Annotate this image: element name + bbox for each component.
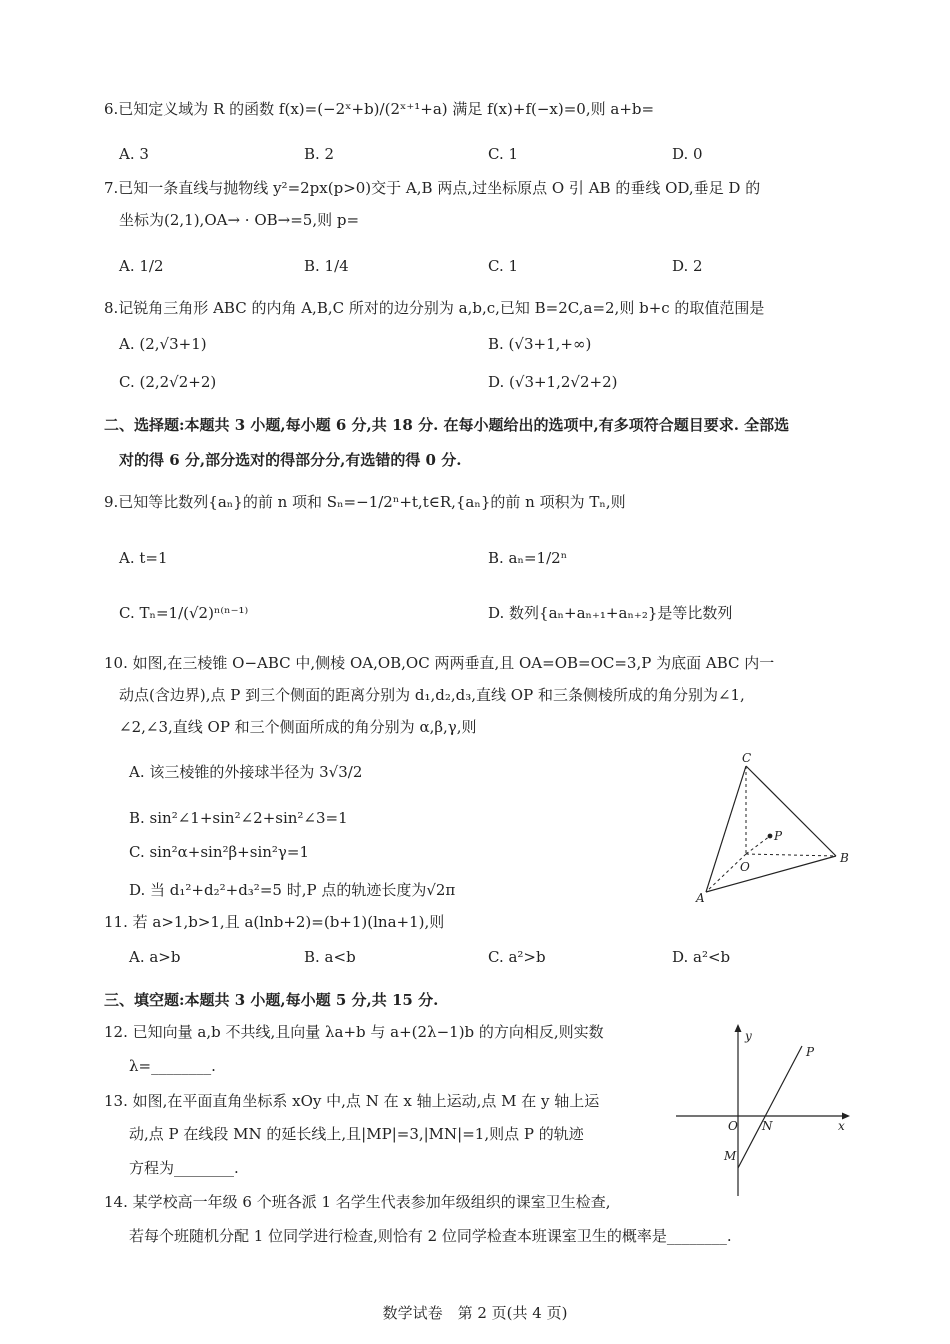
q9-stem: 9.已知等比数列{aₙ}的前 n 项和 Sₙ=−1/2ⁿ+t,t∈R,{aₙ}的前 n 项积为 Tₙ,则 xyxy=(104,493,626,511)
edge-ob xyxy=(746,854,836,856)
q7-option-a: A. 1/2 xyxy=(119,257,164,275)
q13-line2: 动,点 P 在线段 MN 的延长线上,且|MP|=3,|MN|=1,则点 P 的轨迹 xyxy=(129,1125,584,1143)
q10-option-d: D. 当 d₁²+d₂²+d₃²=5 时,P 点的轨迹长度为√2π xyxy=(129,881,456,899)
q8-option-a: A. (2,√3+1) xyxy=(119,335,207,353)
line-mp xyxy=(738,1046,802,1168)
y-axis-arrow xyxy=(735,1024,742,1032)
section3-title: 三、填空题:本题共 3 小题,每小题 5 分,共 15 分. xyxy=(104,991,439,1009)
q6-option-a: A. 3 xyxy=(119,145,149,163)
page-footer: 数学试卷 第 2 页(共 4 页) xyxy=(382,1304,568,1322)
coordinate-figure xyxy=(670,1018,860,1202)
label-p: P xyxy=(806,1045,815,1059)
edge-cb xyxy=(746,766,836,856)
q11-stem: 11. 若 a>1,b>1,且 a(lnb+2)=(b+1)(lna+1),则 xyxy=(104,913,445,931)
q7-option-b: B. 1/4 xyxy=(304,257,349,275)
q11-option-c: C. a²>b xyxy=(488,948,546,966)
q13-line3: 方程为________. xyxy=(129,1159,239,1177)
edge-ab xyxy=(706,856,836,892)
q10-option-c: C. sin²α+sin²β+sin²γ=1 xyxy=(129,843,309,861)
q11-option-d: D. a²<b xyxy=(672,948,731,966)
q8-option-d: D. (√3+1,2√2+2) xyxy=(488,373,618,391)
q10-option-b: B. sin²∠1+sin²∠2+sin²∠3=1 xyxy=(129,809,348,827)
q7-line2: 坐标为(2,1),OA→ · OB→=5,则 p= xyxy=(119,211,360,229)
q7-option-c: C. 1 xyxy=(488,257,519,275)
q8-option-b: B. (√3+1,+∞) xyxy=(488,335,592,353)
label-o: O xyxy=(728,1119,738,1133)
label-m: M xyxy=(724,1149,737,1163)
q11-option-a: A. a>b xyxy=(129,948,181,966)
q10-line1: 10. 如图,在三棱锥 O−ABC 中,侧棱 OA,OB,OC 两两垂直,且 OA=OB=OC=3,P 为底面 ABC 内一 xyxy=(104,654,775,672)
label-n: N xyxy=(762,1119,773,1133)
label-p: P xyxy=(774,829,783,843)
point-p xyxy=(768,834,773,839)
tetrahedron-figure xyxy=(690,748,860,908)
q8-stem: 8.记锐角三角形 ABC 的内角 A,B,C 所对的边分别为 a,b,c,已知 B=2C,a=2,则 b+c 的取值范围是 xyxy=(104,299,765,317)
q10-line3: ∠2,∠3,直线 OP 和三个侧面所成的角分别为 α,β,γ,则 xyxy=(119,718,477,736)
q9-option-c: C. Tₙ=1/(√2)ⁿ⁽ⁿ⁻¹⁾ xyxy=(119,604,249,622)
q10-option-a: A. 该三棱锥的外接球半径为 3√3/2 xyxy=(129,763,363,781)
label-y: y xyxy=(745,1029,752,1043)
section2-line1: 二、选择题:本题共 3 小题,每小题 6 分,共 18 分. 在每小题给出的选项中,有多项符合题目要求. 全部选 xyxy=(104,416,790,434)
q6-option-b: B. 2 xyxy=(304,145,335,163)
section2-line2: 对的得 6 分,部分选对的得部分分,有选错的得 0 分. xyxy=(119,451,462,469)
label-o: O xyxy=(740,860,750,874)
label-x: x xyxy=(838,1119,845,1133)
q6-option-d: D. 0 xyxy=(672,145,703,163)
q9-option-a: A. t=1 xyxy=(119,549,168,567)
label-c: C xyxy=(742,751,752,765)
q10-line2: 动点(含边界),点 P 到三个侧面的距离分别为 d₁,d₂,d₃,直线 OP 和三条侧棱所成的角分别为∠1, xyxy=(119,686,745,704)
q14-line2: 若每个班随机分配 1 位同学进行检查,则恰有 2 位同学检查本班课室卫生的概率是________. xyxy=(129,1227,732,1245)
q6-stem: 6.已知定义域为 R 的函数 f(x)=(−2ˣ+b)/(2ˣ⁺¹+a) 满足 f(x)+f(−x)=0,则 a+b= xyxy=(104,100,655,118)
q11-option-b: B. a<b xyxy=(304,948,356,966)
q6-option-c: C. 1 xyxy=(488,145,519,163)
q7-line1: 7.已知一条直线与抛物线 y²=2px(p>0)交于 A,B 两点,过坐标原点 O 引 AB 的垂线 OD,垂足 D 的 xyxy=(104,179,761,197)
segment-op xyxy=(746,836,770,854)
q9-option-b: B. aₙ=1/2ⁿ xyxy=(488,549,568,567)
q12-line2: λ=________. xyxy=(129,1057,216,1075)
q9-option-d: D. 数列{aₙ+aₙ₊₁+aₙ₊₂}是等比数列 xyxy=(488,604,733,622)
q8-option-c: C. (2,2√2+2) xyxy=(119,373,217,391)
label-a: A xyxy=(696,891,705,905)
q14-line1: 14. 某学校高一年级 6 个班各派 1 名学生代表参加年级组织的课室卫生检查, xyxy=(104,1193,611,1211)
q13-line1: 13. 如图,在平面直角坐标系 xOy 中,点 N 在 x 轴上运动,点 M 在 y 轴上运 xyxy=(104,1092,600,1110)
q7-option-d: D. 2 xyxy=(672,257,703,275)
q12-line1: 12. 已知向量 a,b 不共线,且向量 λa+b 与 a+(2λ−1)b 的方向相反,则实数 xyxy=(104,1023,604,1041)
label-b: B xyxy=(840,851,849,865)
